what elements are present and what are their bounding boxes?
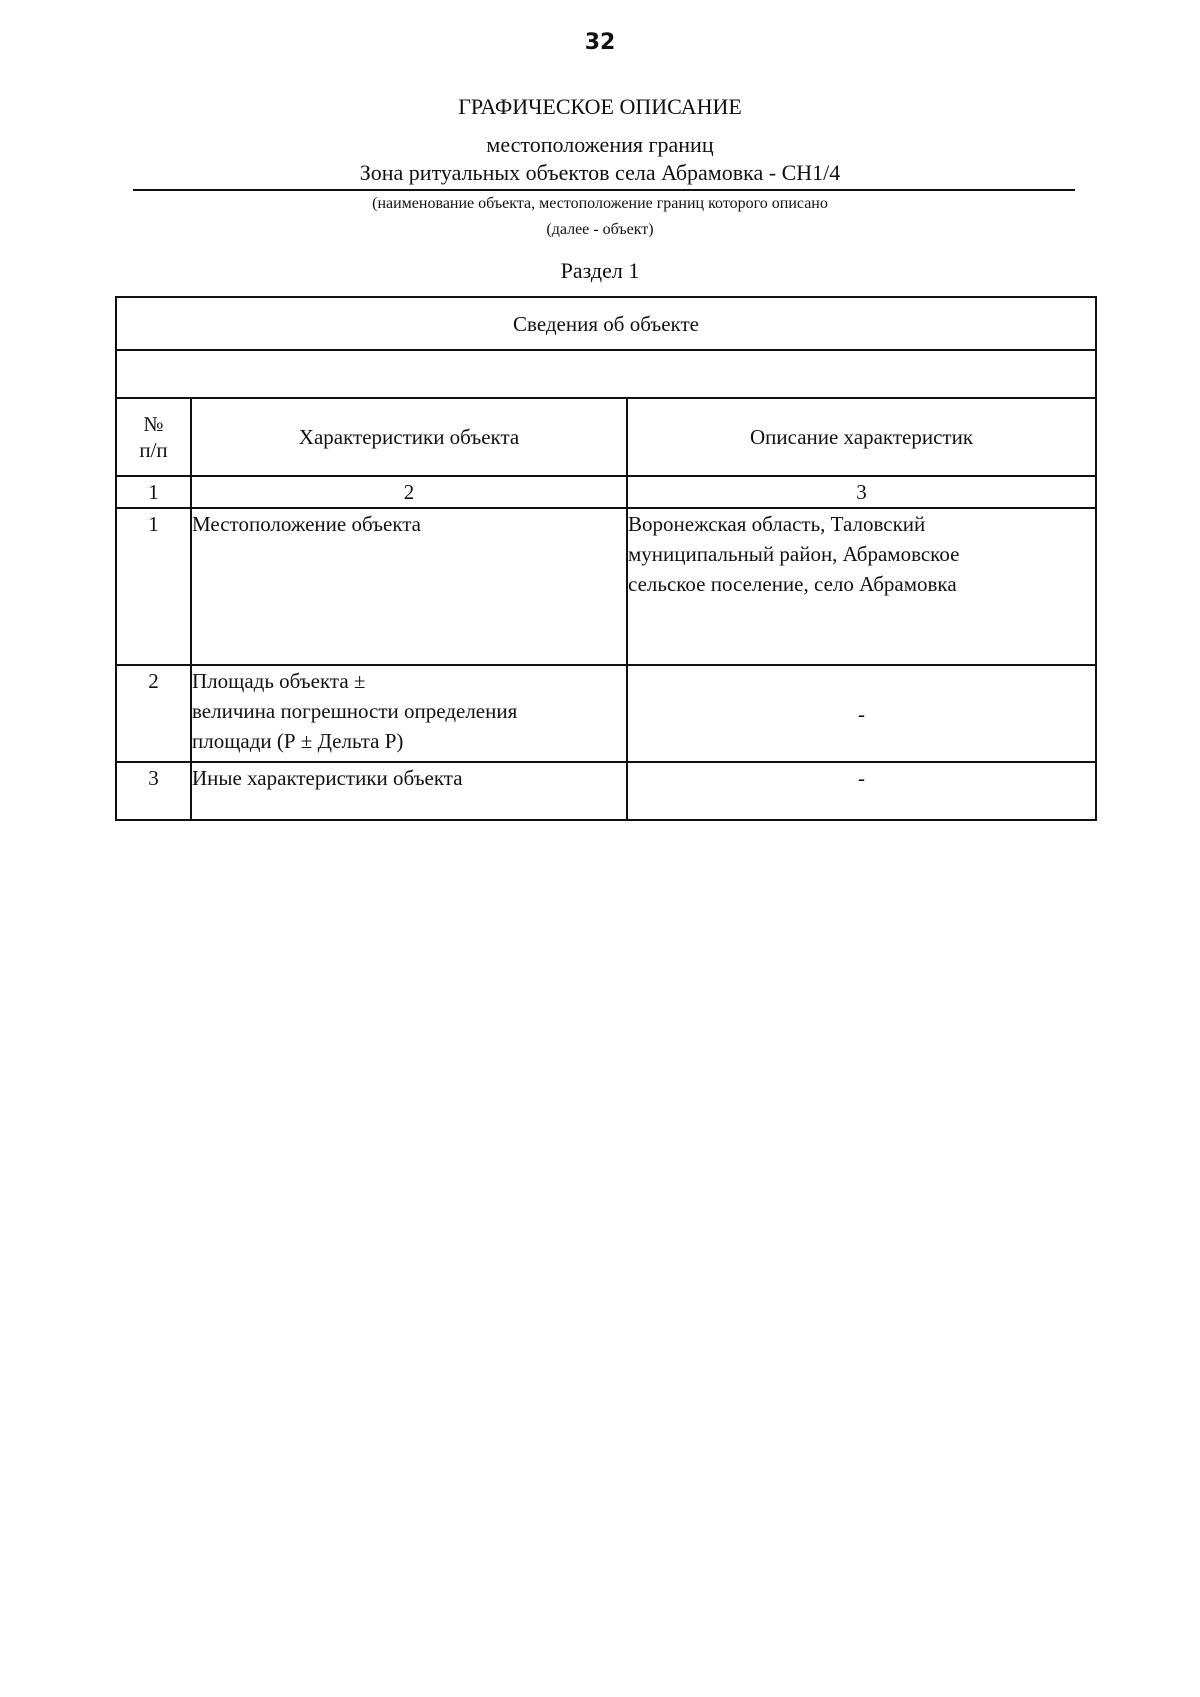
row-description: -	[627, 762, 1096, 820]
object-name-underline	[133, 189, 1075, 191]
table-row	[116, 665, 1096, 762]
object-info-table	[115, 296, 1097, 821]
row-characteristic	[191, 762, 627, 820]
row-description-line: сельское поселение, село Абрамовка	[628, 572, 957, 596]
header-number	[116, 398, 191, 476]
page-number: 32	[584, 30, 616, 55]
column-index-3: 3	[627, 476, 1096, 508]
row-description	[627, 508, 1096, 665]
document-subtitle: местоположения границ	[486, 132, 714, 157]
row-characteristic	[191, 508, 627, 665]
row-characteristic-line: величина погрешности определения	[192, 699, 518, 723]
column-index-2: 2	[191, 476, 627, 508]
row-number: 2	[116, 665, 191, 762]
header-description: Описание характеристик	[627, 398, 1096, 476]
row-description-line: муниципальный район, Абрамовское	[628, 542, 960, 566]
row-number: 3	[116, 762, 191, 820]
row-description: -	[627, 665, 1096, 762]
column-index-1: 1	[116, 476, 191, 508]
object-caption-line2: (далее - объект)	[546, 221, 654, 238]
row-characteristic-line: Площадь объекта ±	[192, 669, 366, 693]
header-number-line1: №	[143, 412, 164, 436]
table-row	[116, 508, 1096, 665]
table-empty-row	[116, 350, 1096, 398]
row-characteristic	[191, 665, 627, 762]
table-column-header-row	[116, 398, 1096, 476]
header-characteristics: Характеристики объекта	[191, 398, 627, 476]
row-characteristic-line: Местоположение объекта	[192, 512, 422, 536]
table-row	[116, 762, 1096, 820]
table-info-header-row	[116, 297, 1096, 350]
table-empty-cell	[116, 350, 1096, 398]
table-info-header: Сведения об объекте	[116, 297, 1096, 350]
row-characteristic-line: Иные характеристики объекта	[192, 766, 463, 790]
row-number: 1	[116, 508, 191, 665]
section-title: Раздел 1	[560, 258, 640, 283]
row-description-line: Воронежская область, Таловский	[628, 512, 926, 536]
document-title: ГРАФИЧЕСКОЕ ОПИСАНИЕ	[458, 94, 742, 119]
object-caption-line1: (наименование объекта, местоположение границ которого описано	[372, 195, 828, 212]
header-number-line2: п/п	[139, 438, 168, 462]
table-column-index-row	[116, 476, 1096, 508]
object-name: Зона ритуальных объектов села Абрамовка - СН1/4	[359, 160, 841, 185]
row-characteristic-line: площади (Р ± Дельта Р)	[192, 729, 404, 753]
